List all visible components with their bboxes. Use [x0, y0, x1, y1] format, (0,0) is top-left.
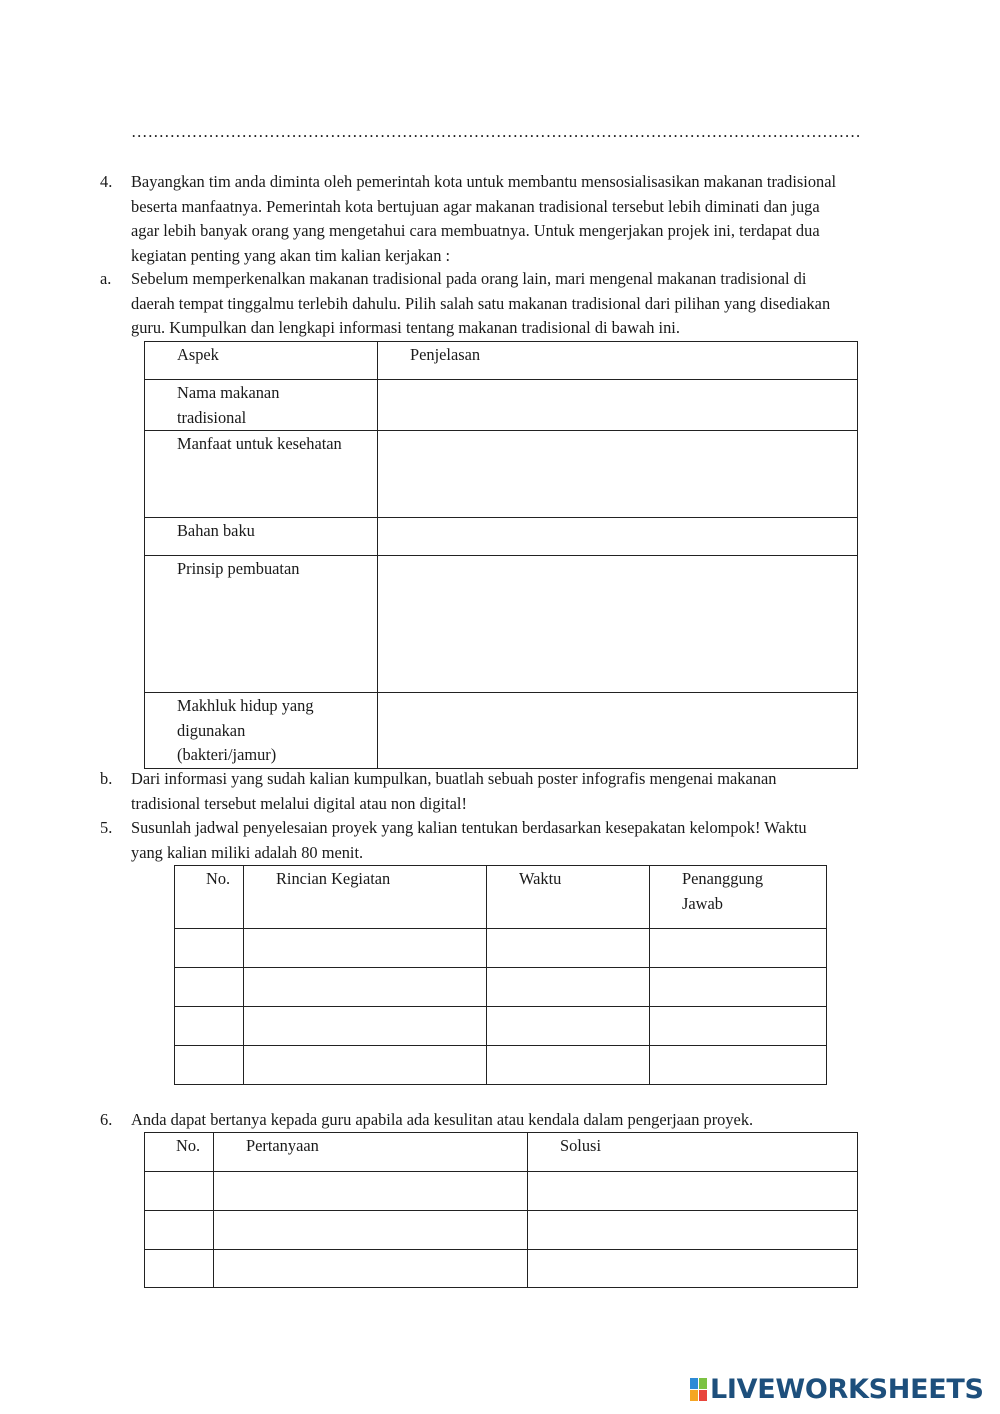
answer-cell[interactable]: [650, 929, 827, 968]
header-cell: Penjelasan: [378, 342, 858, 380]
table-row: [145, 1211, 858, 1250]
table-row: [145, 1172, 858, 1211]
header-cell: Penanggung Jawab: [650, 866, 827, 929]
liveworksheets-logo: [690, 1372, 990, 1408]
answer-cell[interactable]: [378, 556, 858, 693]
table-row: [145, 556, 858, 693]
header-cell: No.: [175, 866, 244, 929]
question-text: Dari informasi yang sudah kalian kumpulkan, buatlah sebuah poster infografis mengenai makanan tradisional tersebut melalui digital atau non digital!: [131, 769, 777, 813]
question-text: Anda dapat bertanya kepada guru apabila ada kesulitan atau kendala dalam pengerjaan proyek.: [131, 1110, 754, 1129]
answer-cell[interactable]: [244, 968, 487, 1007]
answer-cell[interactable]: [487, 1007, 650, 1046]
question-number: 6.: [100, 1110, 113, 1129]
aspect-cell: Makhluk hidup yang digunakan (bakteri/jamur): [145, 693, 378, 769]
question-letter: b.: [100, 769, 113, 788]
aspect-cell: Prinsip pembuatan: [145, 556, 378, 693]
answer-cell[interactable]: [528, 1211, 858, 1250]
question-number: 4.: [100, 172, 113, 191]
answer-cell[interactable]: [378, 431, 858, 518]
table-row: [175, 968, 827, 1007]
table-row: [145, 693, 858, 769]
answer-cell[interactable]: [175, 929, 244, 968]
answer-cell[interactable]: [378, 380, 858, 431]
answer-cell[interactable]: [244, 1046, 487, 1085]
answer-cell[interactable]: [214, 1172, 528, 1211]
answer-cell[interactable]: [175, 1046, 244, 1085]
answer-cell[interactable]: [650, 1046, 827, 1085]
question-text: Bayangkan tim anda diminta oleh pemerintah kota untuk membantu mensosialisasikan makanan tradisional beserta manfaatnya. Pemerintah kota bertujuan agar makanan tradisional tersebut lebih diminati dan juga agar lebih banyak orang yang mengetahui cara membuatnya. Untuk mengerjakan projek ini, terdapat dua kegiatan penting yang akan tim kalian kerjakan :: [131, 172, 837, 265]
table-row: [145, 518, 858, 556]
header-cell: Rincian Kegiatan: [244, 866, 487, 929]
header-cell: Waktu: [487, 866, 650, 929]
answer-cell[interactable]: [145, 1250, 214, 1288]
answer-cell[interactable]: [650, 1007, 827, 1046]
answer-cell[interactable]: [214, 1250, 528, 1288]
answer-cell[interactable]: [214, 1211, 528, 1250]
aspect-cell: Nama makanan tradisional: [145, 380, 378, 431]
answer-cell[interactable]: [244, 929, 487, 968]
liveworksheets-badge-icon: [690, 1378, 708, 1402]
table-row: [145, 1250, 858, 1288]
aspect-cell: Bahan baku: [145, 518, 378, 556]
answer-cell[interactable]: [175, 1007, 244, 1046]
answer-cell[interactable]: [650, 968, 827, 1007]
answer-cell[interactable]: [175, 968, 244, 1007]
question-letter: a.: [100, 269, 112, 288]
brand-name: LIVEWORKSHEETS: [710, 1374, 984, 1405]
answer-cell[interactable]: [487, 968, 650, 1007]
food-info-table: [144, 341, 858, 769]
table-row: [175, 1046, 827, 1085]
questions-table: [144, 1132, 858, 1288]
table-header-row: [145, 342, 858, 380]
header-cell: No.: [145, 1133, 214, 1172]
aspect-cell: Manfaat untuk kesehatan: [145, 431, 378, 518]
answer-cell[interactable]: [528, 1172, 858, 1211]
table-row: [145, 380, 858, 431]
table-row: [175, 1007, 827, 1046]
schedule-table: [174, 865, 827, 1085]
answer-cell[interactable]: [145, 1211, 214, 1250]
answer-cell[interactable]: [528, 1250, 858, 1288]
answer-cell[interactable]: [378, 693, 858, 769]
table-row: [145, 431, 858, 518]
question-text: Sebelum memperkenalkan makanan tradisional pada orang lain, mari mengenal makanan tradisional di daerah tempat tinggalmu terlebih dahulu. Pilih salah satu makanan tradisional dari pilihan yang disediakan guru. Kumpulkan dan lengkapi informasi tentang makanan tradisional di bawah ini.: [131, 269, 831, 337]
table-row: [175, 929, 827, 968]
answer-cell[interactable]: [378, 518, 858, 556]
header-cell: Aspek: [145, 342, 378, 380]
table-header-row: [145, 1133, 858, 1172]
answer-cell[interactable]: [145, 1172, 214, 1211]
header-cell: Pertanyaan: [214, 1133, 528, 1172]
answer-cell[interactable]: [244, 1007, 487, 1046]
answer-cell[interactable]: [487, 1046, 650, 1085]
table-header-row: [175, 866, 827, 929]
question-text: Susunlah jadwal penyelesaian proyek yang kalian tentukan berdasarkan kesepakatan kelompok! Waktu yang kalian miliki adalah 80 menit.: [131, 818, 807, 862]
answer-dotted-line: ……………………………………………………………………………………………………………………: [131, 122, 861, 141]
header-cell: Solusi: [528, 1133, 858, 1172]
answer-cell[interactable]: [487, 929, 650, 968]
question-number: 5.: [100, 818, 113, 837]
